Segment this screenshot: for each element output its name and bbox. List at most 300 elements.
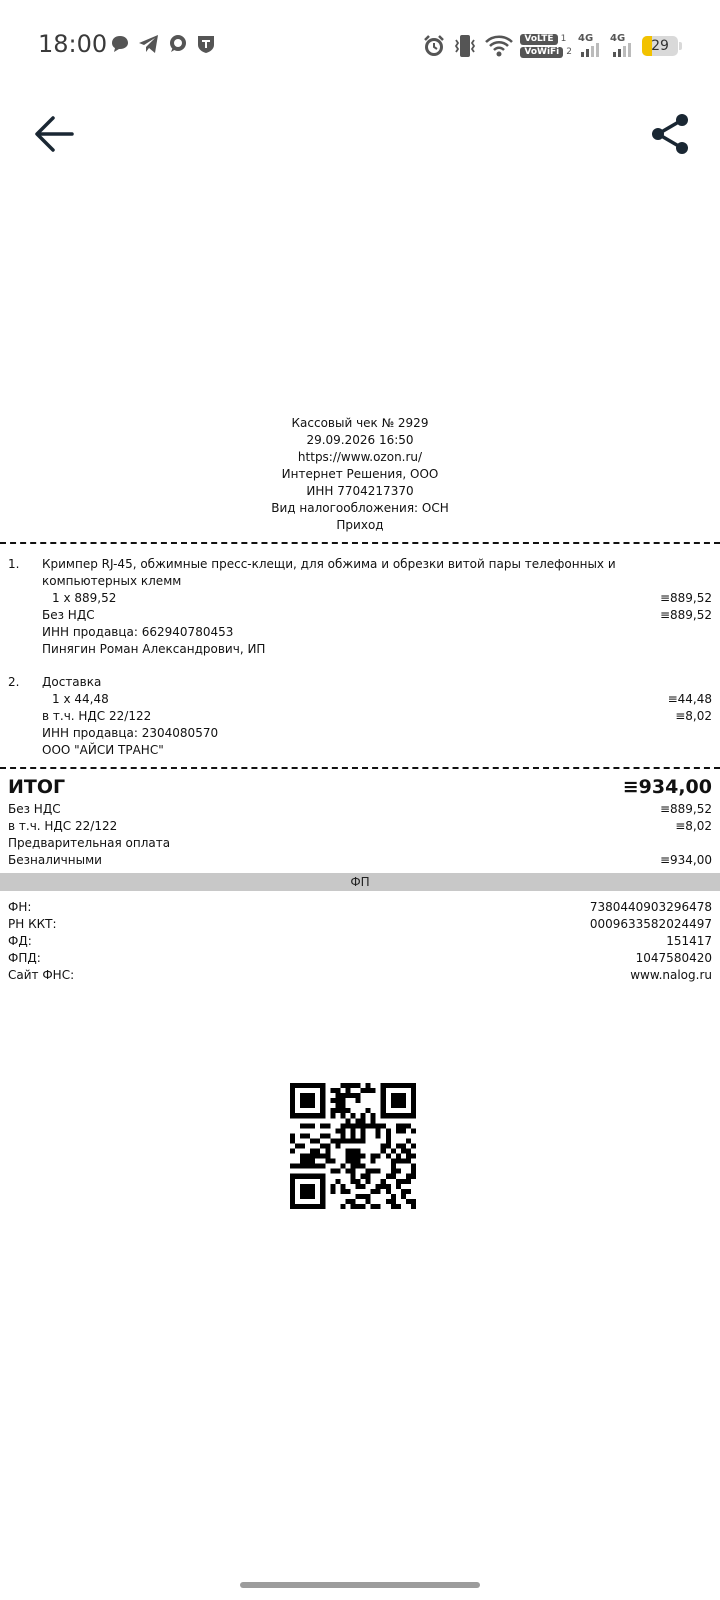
qr-module <box>325 1143 330 1148</box>
qr-module <box>320 1088 325 1093</box>
qr-module <box>330 1098 335 1103</box>
qr-module <box>396 1154 401 1159</box>
qr-module <box>305 1189 310 1194</box>
qr-module <box>310 1164 315 1169</box>
qr-module <box>310 1174 315 1179</box>
receipt-header <box>0 415 720 534</box>
qr-module <box>396 1159 401 1164</box>
qr-module <box>350 1093 355 1098</box>
qr-module <box>290 1113 295 1118</box>
qr-module <box>350 1179 355 1184</box>
qr-module <box>371 1159 376 1164</box>
receipt-title: Кассовый чек № 2929 <box>291 416 429 430</box>
qr-module <box>381 1143 386 1148</box>
receipt-item <box>0 674 720 759</box>
item-qty-price: 1 x 889,52 <box>52 591 117 605</box>
qr-module <box>381 1088 386 1093</box>
qr-module <box>406 1179 411 1184</box>
sim1-number: 1 <box>560 34 567 44</box>
qr-module <box>340 1164 345 1169</box>
shield-t-icon <box>196 34 216 54</box>
fiscal-label: РН ККТ: <box>8 917 57 931</box>
prepayment-row <box>8 835 712 852</box>
qr-module <box>411 1093 416 1098</box>
qr-module <box>315 1154 320 1159</box>
qr-module <box>315 1204 320 1209</box>
qr-module <box>295 1113 300 1118</box>
fiscal-label: ФН: <box>8 900 32 914</box>
qr-module <box>361 1118 366 1123</box>
qr-module <box>335 1088 340 1093</box>
qr-module <box>305 1098 310 1103</box>
qr-module <box>330 1108 335 1113</box>
qr-module <box>290 1088 295 1093</box>
no-vat-row <box>8 801 712 818</box>
qr-module <box>361 1133 366 1138</box>
fiscal-row <box>8 950 712 967</box>
qr-module <box>366 1179 371 1184</box>
qr-module <box>391 1098 396 1103</box>
qr-module <box>305 1103 310 1108</box>
qr-module <box>406 1154 411 1159</box>
qr-module <box>356 1184 361 1189</box>
qr-module <box>315 1113 320 1118</box>
qr-module <box>361 1128 366 1133</box>
qr-module <box>361 1194 366 1199</box>
qr-module <box>361 1123 366 1128</box>
qr-module <box>401 1179 406 1184</box>
qr-module <box>406 1113 411 1118</box>
qr-module <box>340 1083 345 1088</box>
qr-module <box>350 1128 355 1133</box>
qr-module <box>320 1108 325 1113</box>
qr-module <box>386 1083 391 1088</box>
qr-module <box>350 1138 355 1143</box>
qr-module <box>366 1194 371 1199</box>
qr-module <box>335 1169 340 1174</box>
qr-module <box>340 1204 345 1209</box>
item-seller-name-row <box>42 742 712 759</box>
qr-module <box>335 1103 340 1108</box>
qr-module <box>300 1164 305 1169</box>
qr-module <box>411 1164 416 1169</box>
qr-module <box>305 1093 310 1098</box>
qr-module <box>310 1189 315 1194</box>
qr-module <box>340 1184 345 1189</box>
qr-module <box>386 1133 391 1138</box>
item-vat-value: ≡889,52 <box>659 608 712 622</box>
qr-module <box>366 1174 371 1179</box>
qr-module <box>345 1083 350 1088</box>
qr-module <box>350 1204 355 1209</box>
qr-module <box>290 1098 295 1103</box>
qr-module <box>386 1143 391 1148</box>
qr-module <box>356 1159 361 1164</box>
qr-module <box>320 1123 325 1128</box>
qr-module <box>350 1159 355 1164</box>
qr-module <box>371 1154 376 1159</box>
item-name: Доставка <box>42 675 102 689</box>
qr-module <box>411 1083 416 1088</box>
qr-module <box>361 1138 366 1143</box>
fp-section-bar: ФП <box>0 873 720 891</box>
qr-module <box>401 1194 406 1199</box>
qr-module <box>381 1103 386 1108</box>
qr-module <box>381 1093 386 1098</box>
qr-module <box>340 1128 345 1133</box>
qr-module <box>320 1098 325 1103</box>
qr-module <box>396 1103 401 1108</box>
qr-module <box>371 1118 376 1123</box>
qr-module <box>350 1169 355 1174</box>
sim2-number: 2 <box>566 47 572 57</box>
qr-module <box>305 1184 310 1189</box>
qr-module <box>401 1128 406 1133</box>
fiscal-row <box>8 933 712 950</box>
item-seller-inn: ИНН продавца: 2304080570 <box>42 726 219 740</box>
qr-module <box>310 1103 315 1108</box>
item-vat-value: ≡8,02 <box>675 709 712 723</box>
qr-module <box>350 1133 355 1138</box>
prepayment-label: Предварительная оплата <box>8 836 171 850</box>
qr-module <box>345 1199 350 1204</box>
qr-module <box>411 1113 416 1118</box>
qr-module <box>335 1179 340 1184</box>
qr-module <box>315 1149 320 1154</box>
qr-module <box>406 1174 411 1179</box>
qr-module <box>310 1149 315 1154</box>
signal-sim2 <box>610 33 636 59</box>
qr-module <box>335 1098 340 1103</box>
home-indicator[interactable] <box>240 1582 480 1588</box>
receipt <box>0 415 720 984</box>
qr-module <box>376 1128 381 1133</box>
qr-module <box>361 1164 366 1169</box>
messenger-icon <box>168 34 188 54</box>
cashless-value: ≡934,00 <box>659 853 712 867</box>
qr-module <box>320 1199 325 1204</box>
qr-module <box>340 1123 345 1128</box>
qr-module <box>310 1194 315 1199</box>
qr-module <box>305 1159 310 1164</box>
qr-module <box>315 1174 320 1179</box>
qr-module <box>401 1149 406 1154</box>
qr-module <box>350 1113 355 1118</box>
qr-module <box>381 1123 386 1128</box>
qr-module <box>391 1169 396 1174</box>
qr-module <box>295 1174 300 1179</box>
qr-module <box>401 1083 406 1088</box>
battery-cap <box>679 42 682 50</box>
item-vat-row <box>42 607 712 624</box>
qr-module <box>411 1169 416 1174</box>
qr-module <box>320 1093 325 1098</box>
qr-module <box>396 1083 401 1088</box>
qr-module <box>320 1083 325 1088</box>
qr-module <box>411 1154 416 1159</box>
qr-module <box>310 1154 315 1159</box>
qr-module <box>366 1123 371 1128</box>
qr-module <box>290 1204 295 1209</box>
qr-module <box>401 1113 406 1118</box>
qr-module <box>391 1103 396 1108</box>
qr-module <box>320 1189 325 1194</box>
qr-module <box>325 1149 330 1154</box>
receipt-items <box>0 544 720 767</box>
qr-module <box>356 1098 361 1103</box>
qr-module <box>300 1098 305 1103</box>
qr-module <box>391 1113 396 1118</box>
qr-module <box>345 1169 350 1174</box>
qr-module <box>345 1093 350 1098</box>
qr-module <box>371 1123 376 1128</box>
signal-bars-icon <box>610 33 636 59</box>
qr-module <box>320 1113 325 1118</box>
qr-module <box>300 1133 305 1138</box>
qr-code <box>290 1083 416 1209</box>
qr-module <box>350 1149 355 1154</box>
qr-module <box>330 1138 335 1143</box>
no-vat-value: ≡889,52 <box>659 802 712 816</box>
qr-module <box>350 1154 355 1159</box>
qr-module <box>310 1159 315 1164</box>
qr-module <box>300 1194 305 1199</box>
qr-module <box>386 1199 391 1204</box>
back-button[interactable] <box>32 112 76 156</box>
qr-module <box>391 1174 396 1179</box>
qr-module <box>290 1164 295 1169</box>
qr-module <box>325 1159 330 1164</box>
fiscal-row <box>8 899 712 916</box>
qr-module <box>391 1204 396 1209</box>
qr-module <box>300 1083 305 1088</box>
qr-module <box>305 1154 310 1159</box>
qr-module <box>305 1083 310 1088</box>
qr-module <box>305 1174 310 1179</box>
qr-module <box>356 1154 361 1159</box>
qr-module <box>401 1189 406 1194</box>
qr-module <box>290 1138 295 1143</box>
qr-module <box>345 1189 350 1194</box>
qr-module <box>320 1194 325 1199</box>
item-number: 1. <box>8 557 20 571</box>
vibrate-icon <box>452 34 478 58</box>
qr-module <box>335 1138 340 1143</box>
qr-module <box>305 1164 310 1169</box>
qr-module <box>366 1088 371 1093</box>
qr-module <box>401 1159 406 1164</box>
qr-module <box>310 1093 315 1098</box>
qr-module <box>310 1083 315 1088</box>
network-badges <box>520 34 572 58</box>
qr-module <box>381 1184 386 1189</box>
system-status <box>422 33 682 59</box>
qr-module <box>330 1184 335 1189</box>
qr-module <box>345 1138 350 1143</box>
qr-module <box>310 1113 315 1118</box>
qr-module <box>406 1138 411 1143</box>
arrow-left-icon <box>32 112 76 156</box>
qr-module <box>325 1154 330 1159</box>
qr-module <box>300 1204 305 1209</box>
qr-module <box>345 1118 350 1123</box>
qr-module <box>376 1189 381 1194</box>
qr-module <box>391 1093 396 1098</box>
qr-module <box>411 1143 416 1148</box>
qr-module <box>345 1088 350 1093</box>
network-type-sim1: 4G <box>578 33 594 44</box>
receipt-totals <box>0 769 720 869</box>
share-button[interactable] <box>648 112 692 156</box>
qr-module <box>411 1103 416 1108</box>
qr-module <box>310 1184 315 1189</box>
qr-module <box>411 1108 416 1113</box>
qr-module <box>350 1199 355 1204</box>
qr-module <box>320 1103 325 1108</box>
qr-module <box>396 1093 401 1098</box>
qr-module <box>411 1174 416 1179</box>
qr-module <box>396 1128 401 1133</box>
item-vat-label: Без НДС <box>42 608 95 622</box>
volte-badge: VoLTE <box>520 34 557 45</box>
qr-module <box>300 1093 305 1098</box>
item-sum: ≡44,48 <box>667 692 712 706</box>
qr-module <box>381 1098 386 1103</box>
fiscal-value: 7380440903296478 <box>589 900 712 914</box>
qr-module <box>320 1179 325 1184</box>
fiscal-value: 151417 <box>666 934 712 948</box>
item-vat-row <box>42 708 712 725</box>
qr-module <box>320 1204 325 1209</box>
qr-module <box>320 1164 325 1169</box>
qr-module <box>401 1143 406 1148</box>
item-seller-inn: ИНН продавца: 662940780453 <box>42 625 234 639</box>
qr-module <box>411 1204 416 1209</box>
total-value: ≡934,00 <box>622 776 712 798</box>
qr-module <box>406 1199 411 1204</box>
qr-module <box>345 1154 350 1159</box>
qr-module <box>340 1093 345 1098</box>
qr-module <box>315 1164 320 1169</box>
qr-module <box>345 1159 350 1164</box>
qr-module <box>335 1093 340 1098</box>
cashless-label: Безналичными <box>8 853 102 867</box>
qr-module <box>320 1154 325 1159</box>
qr-module <box>305 1194 310 1199</box>
qr-module <box>356 1194 361 1199</box>
qr-module <box>340 1113 345 1118</box>
fiscal-value: 1047580420 <box>635 951 712 965</box>
qr-module <box>320 1143 325 1148</box>
qr-module <box>396 1184 401 1189</box>
qr-module <box>325 1133 330 1138</box>
qr-module <box>391 1199 396 1204</box>
fiscal-row <box>8 967 712 984</box>
qr-module <box>411 1199 416 1204</box>
qr-module <box>386 1189 391 1194</box>
qr-module <box>290 1149 295 1154</box>
qr-module <box>371 1113 376 1118</box>
qr-module <box>320 1174 325 1179</box>
qr-module <box>411 1098 416 1103</box>
qr-module <box>295 1204 300 1209</box>
item-qty-row <box>42 590 712 607</box>
fiscal-value: 0009633582024497 <box>589 917 712 931</box>
qr-module <box>396 1169 401 1174</box>
qr-module <box>356 1093 361 1098</box>
qr-module <box>366 1199 371 1204</box>
qr-module <box>290 1133 295 1138</box>
qr-module <box>305 1204 310 1209</box>
fiscal-data <box>0 891 720 984</box>
battery-level: 29 <box>651 38 669 54</box>
qr-module <box>381 1108 386 1113</box>
qr-module <box>411 1128 416 1133</box>
qr-module <box>340 1098 345 1103</box>
qr-module <box>361 1154 366 1159</box>
qr-module <box>371 1169 376 1174</box>
total-row <box>8 775 712 801</box>
receipt-item <box>0 556 720 658</box>
qr-module <box>295 1164 300 1169</box>
qr-module <box>310 1098 315 1103</box>
item-qty-row <box>42 691 712 708</box>
receipt-company: Интернет Решения, ООО <box>281 467 439 481</box>
qr-module <box>391 1159 396 1164</box>
qr-module <box>376 1123 381 1128</box>
total-label: ИТОГ <box>8 776 66 798</box>
qr-module <box>290 1194 295 1199</box>
signal-sim1 <box>578 33 604 59</box>
qr-module <box>361 1174 366 1179</box>
qr-module <box>356 1083 361 1088</box>
qr-module <box>290 1179 295 1184</box>
qr-module <box>300 1159 305 1164</box>
qr-module <box>300 1174 305 1179</box>
qr-module <box>386 1174 391 1179</box>
qr-module <box>376 1184 381 1189</box>
signal-bars-icon <box>578 33 604 59</box>
qr-module <box>340 1133 345 1138</box>
qr-module <box>376 1204 381 1209</box>
qr-module <box>340 1103 345 1108</box>
qr-module <box>406 1159 411 1164</box>
qr-module <box>340 1108 345 1113</box>
qr-module <box>345 1149 350 1154</box>
qr-module <box>401 1123 406 1128</box>
qr-module <box>300 1143 305 1148</box>
qr-module <box>391 1149 396 1154</box>
battery-indicator <box>642 36 678 56</box>
status-time: 18:00 <box>38 30 108 58</box>
qr-module <box>330 1159 335 1164</box>
qr-module <box>345 1108 350 1113</box>
qr-module <box>340 1189 345 1194</box>
vowifi-badge: VoWiFi <box>520 47 563 58</box>
qr-module <box>386 1138 391 1143</box>
network-type-sim2: 4G <box>610 33 626 44</box>
qr-module <box>350 1174 355 1179</box>
qr-module <box>356 1149 361 1154</box>
item-vat-label: в т.ч. НДС 22/122 <box>42 709 152 723</box>
qr-module <box>366 1169 371 1174</box>
qr-module <box>330 1088 335 1093</box>
qr-module <box>361 1113 366 1118</box>
qr-module <box>391 1083 396 1088</box>
qr-module <box>290 1083 295 1088</box>
alarm-icon <box>422 34 446 58</box>
qr-module <box>320 1184 325 1189</box>
